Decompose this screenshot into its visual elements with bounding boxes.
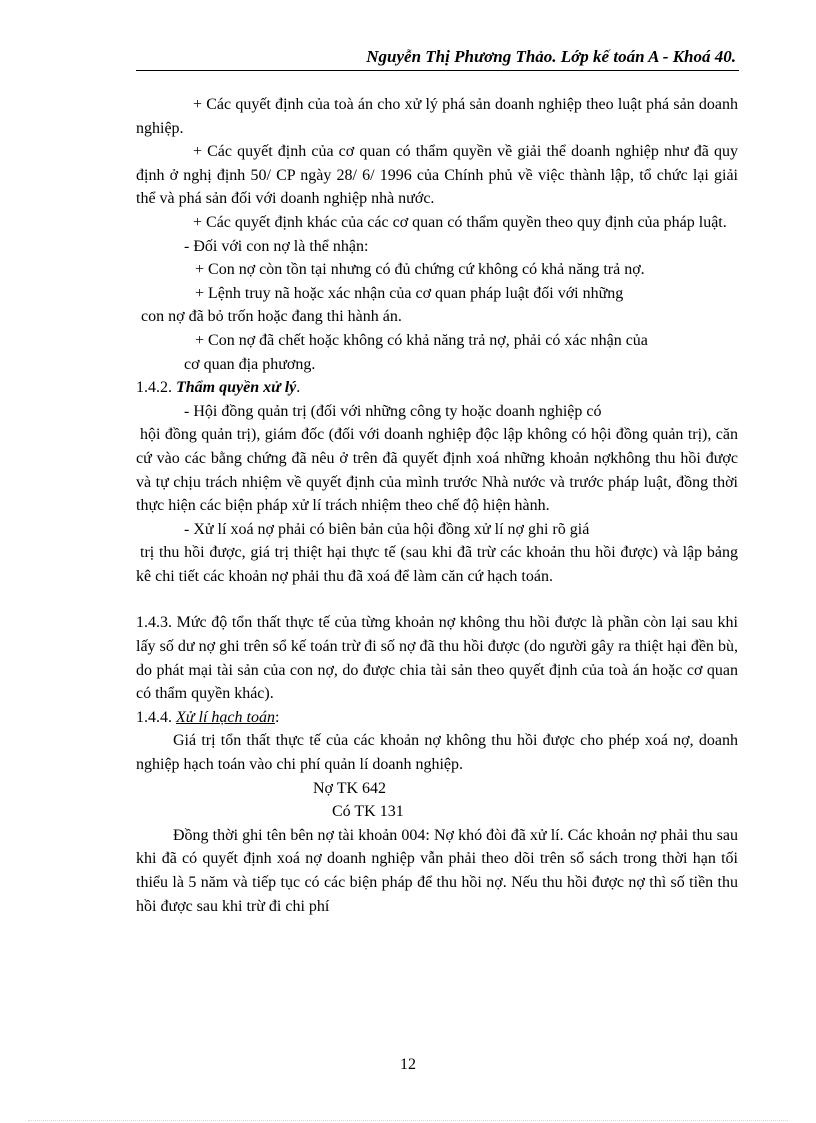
section-title: Xử lí hạch toán — [176, 708, 275, 726]
list-item: - Hội đồng quản trị (đối với những công ty hoặc doanh nghiệp có — [184, 402, 602, 420]
section-1-4-3: 1.4.3. Mức độ tổn thất thực tế của từng khoản nợ không thu hồi được là phần còn lại sau khi lấy số dư nợ ghi trên sổ kế toán trừ đi số nợ đã thu hồi được (do người gây ra thiệt hại đền bù, do phát mại tài sản của con nợ, do được chia tài sản theo quyết định của toà án hoặc cơ quan có thẩm quyền khác). — [136, 614, 738, 703]
journal-debit: Nợ TK 642 — [313, 779, 387, 797]
header-rule — [136, 70, 739, 71]
list-item: - Đối với con nợ là thể nhận: — [184, 237, 369, 255]
spacer — [136, 588, 738, 611]
section-title-period: . — [296, 379, 301, 397]
paragraph: + Các quyết định khác của các cơ quan có thẩm quyền theo quy định của pháp luật. — [193, 213, 727, 231]
paragraph-text: hội đồng quản trị), giám đốc (đối với doanh nghiệp độc lập không có hội đồng quản trị), căn cứ vào các bằng chứng đã nêu ở trên đã quyết định xoá những khoản nợkhông thu hồi được và tự chịu trách nhiệm về quyết định của mình trước Nhà nước và trước pháp luật, đồng thời thực hiện các biện pháp xử lí trách nhiệm theo chế độ hiện hành. — [136, 426, 738, 515]
section-title-colon: : — [274, 708, 280, 726]
section-number: 1.4.2. — [136, 379, 172, 397]
section-heading-1-4-4 — [136, 706, 738, 730]
paragraph — [136, 423, 738, 517]
list-item: + Con nợ còn tồn tại nhưng có đủ chứng cứ không có khả năng trả nợ. — [195, 261, 645, 279]
list-item: cơ quan địa phương. — [184, 355, 316, 373]
section-title: Thẩm quyền xử lý — [176, 379, 297, 397]
body-text — [136, 93, 738, 918]
paragraph: Giá trị tổn thất thực tế của các khoản nợ không thu hồi được cho phép xoá nợ, doanh nghiệp hạch toán vào chi phí quản lí doanh nghiệp. — [136, 732, 738, 774]
journal-credit: Có TK 131 — [332, 803, 404, 821]
paragraph: + Các quyết định của toà án cho xử lý phá sản doanh nghiệp theo luật phá sản doanh nghiệp. — [136, 96, 738, 137]
section-heading-1-4-2 — [136, 376, 738, 400]
list-item: - Xử lí xoá nợ phải có biên bản của hội đồng xử lí nợ ghi rõ giá — [184, 520, 590, 538]
section-number: 1.4.4. — [136, 708, 172, 726]
list-item: con nợ đã bỏ trốn hoặc đang thi hành án. — [141, 308, 402, 326]
page-number: 12 — [400, 1056, 416, 1073]
list-item: + Con nợ đã chết hoặc không có khả năng trả nợ, phải có xác nhận của — [195, 331, 648, 349]
paragraph-text: trị thu hồi được, giá trị thiệt hại thực tế (sau khi đã trừ các khoản thu hồi được) và lập bảng kê chi tiết các khoản nợ phải thu đã xoá để làm căn cứ hạch toán. — [136, 544, 738, 585]
paragraph: Đồng thời ghi tên bên nợ tài khoản 004: Nợ khó đòi đã xử lí. Các khoản nợ phải thu sau khi đã có quyết định xoá nợ doanh nghiệp vẫn phải theo dõi trên sổ sách trong thời hạn tối thiểu là 5 năm và tiếp tục có các biện pháp để thu hồi nợ. Nếu thu hồi được nợ thì số tiền thu hồi được sau khi trừ đi chi phí — [136, 826, 738, 915]
page-bottom-rule — [28, 1120, 788, 1121]
paragraph: + Các quyết định của cơ quan có thẩm quyền về giải thể doanh nghiệp như đã quy định ở nghị định 50/ CP ngày 28/ 6/ 1996 của Chính phủ về việc thành lập, tổ chức lại giải thể và phá sản đối với doanh nghiệp nhà nước. — [136, 143, 738, 208]
list-item: + Lệnh truy nã hoặc xác nhận của cơ quan pháp luật đối với những — [195, 284, 624, 302]
paragraph — [136, 541, 738, 588]
running-header: Nguyễn Thị Phương Thảo. Lớp kế toán A - Khoá 40. — [366, 47, 736, 66]
